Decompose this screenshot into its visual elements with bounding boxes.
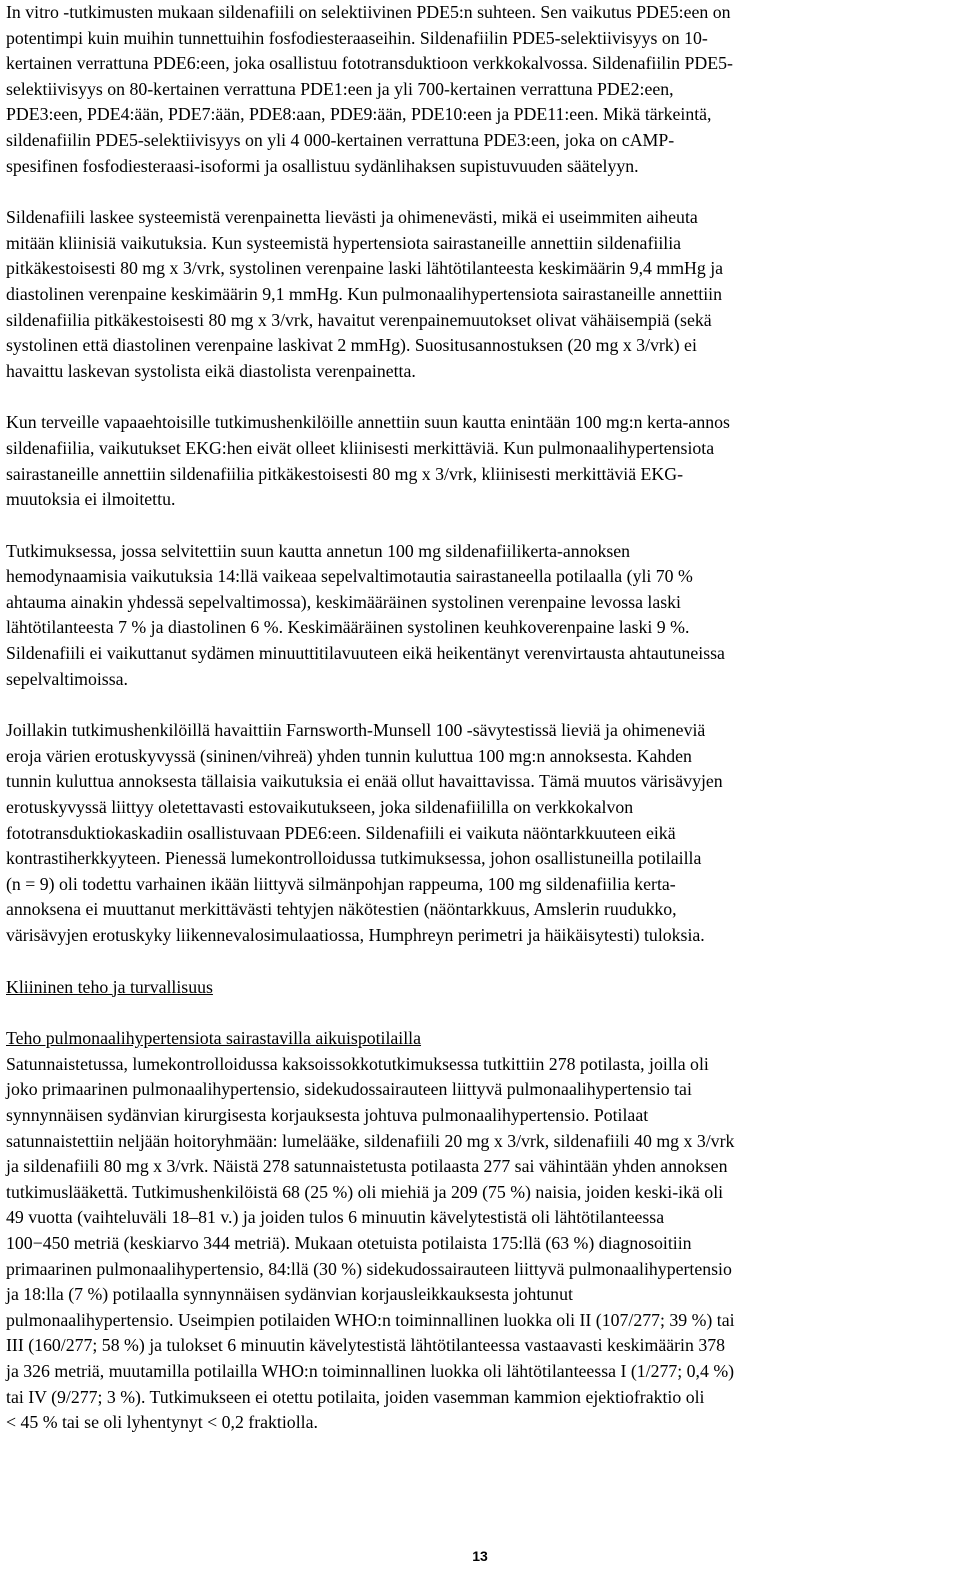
section-heading: Kliininen teho ja turvallisuus — [6, 976, 213, 997]
paragraph-spacer — [6, 384, 952, 410]
paragraph-spacer — [6, 949, 952, 975]
paragraph-hemodynamics: Tutkimuksessa, jossa selvitettiin suun kautta annetun 100 mg sildenafiilikerta-annoksen hemodynaamisia vaikutuksia 14:llä vaikeaa sepelvaltimotautia sairastaneella potilaalla (yli 70 % ahtauma ainakin yhdessä sepelvaltimossa), keskimääräinen systolinen verenpaine levossa laski lähtötilanteesta 7 % ja diastolinen 6 %. Keskimääräinen systolinen keuhkoverenpaine laski 9 %. Sildenafiili ei vaikuttanut sydämen minuuttitilavuuteen eikä heikentänyt verenvirtausta ahtautuneissa sepelvaltimoissa. — [6, 540, 725, 689]
page-number: 13 — [472, 1548, 488, 1564]
paragraph-color-vision: Joillakin tutkimushenkilöillä havaittiin Farnsworth-Munsell 100 -sävytestissä lieviä ja ohimeneviä eroja värien erotuskyvyssä (sininen/vihreä) yhden tunnin kuluttua 100 mg:n annoksesta. Kahden tunnin kuluttua annoksesta tällaisia vaikutuksia ei enää ollut havaittavissa. Tämä muutos värisävyjen erotuskyvyssä liittyy oletettavasti estovaikutukseen, joka sildenafiililla on verkkokalvon fototransduktiokaskadiin osallistuvaan PDE6:een. Sildenafiili ei vaikuta näöntarkkuuteen eikä kontrastiherkkyyteen. Pienessä lumekontrolloidussa tutkimuksessa, johon osallistuneilla potilailla (n = 9) oli todettu varhainen ikään liittyvä silmänpohjan rappeuma, 100 mg sildenafiilia kerta- annoksena ei muuttanut merkittävästi tehtyjen näkötestien (näöntarkkuus, Amslerin ruudukko, värisävyjen erotuskyky liikennevalosimulaatiossa, Humphreyn perimetri ja häikäisytesti) tuloksia. — [6, 720, 723, 945]
document-page — [6, 0, 952, 1436]
paragraph-spacer — [6, 692, 952, 718]
paragraph-blood-pressure: Sildenafiili laskee systeemistä verenpainetta lievästi ja ohimenevästi, mikä ei useimmiten aiheuta mitään kliinisiä vaikutuksia. Kun systeemistä hypertensiota sairastaneille annettiin sildenafiilia pitkäkestoisesti 80 mg x 3/vrk, systolinen verenpaine laski lähtötilanteesta keskimäärin 9,4 mmHg ja diastolinen verenpaine keskimäärin 9,1 mmHg. Kun pulmonaalihypertensiota sairastaneille annettiin sildenafiilia pitkäkestoisesti 80 mg x 3/vrk, havaitut verenpainemuutokset olivat vähäisempiä (sekä systolinen että diastolinen verenpaine laskivat 2 mmHg). Suositusannostuksen (20 mg x 3/vrk) ei havaittu laskevan systolista eikä diastolista verenpainetta. — [6, 207, 724, 381]
subsection-heading: Teho pulmonaalihypertensiota sairastavilla aikuispotilailla — [6, 1028, 422, 1049]
paragraph-clinical-trial: Satunnaistetussa, lumekontrolloidussa kaksoissokkotutkimuksessa tutkittiin 278 potilasta, joilla oli joko primaarinen pulmonaalihypertensio, sidekudossairauteen liittyvä pulmonaalihypertensio tai synnynnäisen sydänvian kirurgisesta korjauksesta johtuva pulmonaalihypertensio. Potilaat satunnaistettiin neljään hoitoryhmään: lumelääke, sildenafiili 20 mg x 3/vrk, sildenafiili 40 mg x 3/vrk ja sildenafiili 80 mg x 3/vrk. Näistä 278 satunnaistetusta potilaasta 277 sai vähintään yhden annoksen tutkimuslääkettä. Tutkimushenkilöistä 68 (25 %) oli miehiä ja 209 (75 %) naisia, joiden keski-ikä oli 49 vuotta (vaihteluväli 18–81 v.) ja joiden tulos 6 minuutin kävelytestistä oli lähtötilanteessa 100−450 metriä (keskiarvo 344 metriä). Mukaan otetuista potilaista 175:llä (63 %) diagnosoitiin primaarinen pulmonaalihypertensio, 84:llä (30 %) sidekudossairauteen liittyvä pulmonaalihypertensio ja 18:lla (7 %) potilaalla synnynnäisen sydänvian korjausleikkauksesta johtunut pulmonaalihypertensio. Useimpien potilaiden WHO:n toiminnallinen luokka oli II (107/277; 39 %) tai III (160/277; 58 %) ja tulokset 6 minuutin kävelytestistä lähtötilanteessa vastaavasti keskimäärin 378 ja 326 metriä, muutamilla potilailla WHO:n toiminnallinen luokka oli lähtötilanteessa I (1/277; 0,4 %) tai IV (9/277; 3 %). Tutkimukseen ei otettu potilaita, joiden vasemman kammion ejektiofraktio oli < 45 % tai se oli lyhentynyt < 0,2 fraktiolla. — [6, 1053, 735, 1433]
paragraph-spacer — [6, 1000, 952, 1026]
paragraph-ecg: Kun terveille vapaaehtoisille tutkimushenkilöille annettiin suun kautta enintään 100 mg:n kerta-annos sildenafiilia, vaikutukset EKG:hen eivät olleet kliinisesti merkittäviä. Kun pulmonaalihypertensiota sairastaneille annettiin sildenafiilia pitkäkestoisesti 80 mg x 3/vrk, kliinisesti merkittäviä EKG- muutoksia ei ilmoitettu. — [6, 412, 730, 510]
paragraph-spacer — [6, 179, 952, 205]
paragraph-spacer — [6, 513, 952, 539]
paragraph-pde5-selectivity: In vitro -tutkimusten mukaan sildenafiili on selektiivinen PDE5:n suhteen. Sen vaikutus PDE5:een on potentimpi kuin muihin tunnettuihin fosfodiesteraaseihin. Sildenafiilin PDE5-selektiivisyys on 10- kertainen verrattuna PDE6:een, joka osallistuu fototransduktioon verkkokalvossa. Sildenafiilin PDE5- selektiivisyys on 80-kertainen verrattuna PDE1:een ja yli 700-kertainen verrattuna PDE2:een, PDE3:een, PDE4:ään, PDE7:ään, PDE8:aan, PDE9:ään, PDE10:een ja PDE11:een. Mikä tärkeintä, sildenafiilin PDE5-selektiivisyys on yli 4 000-kertainen verrattuna PDE3:een, joka on cAMP- spesifinen fosfodiesteraasi-isoformi ja osallistuu sydänlihaksen supistuvuuden säätelyyn. — [6, 2, 733, 176]
